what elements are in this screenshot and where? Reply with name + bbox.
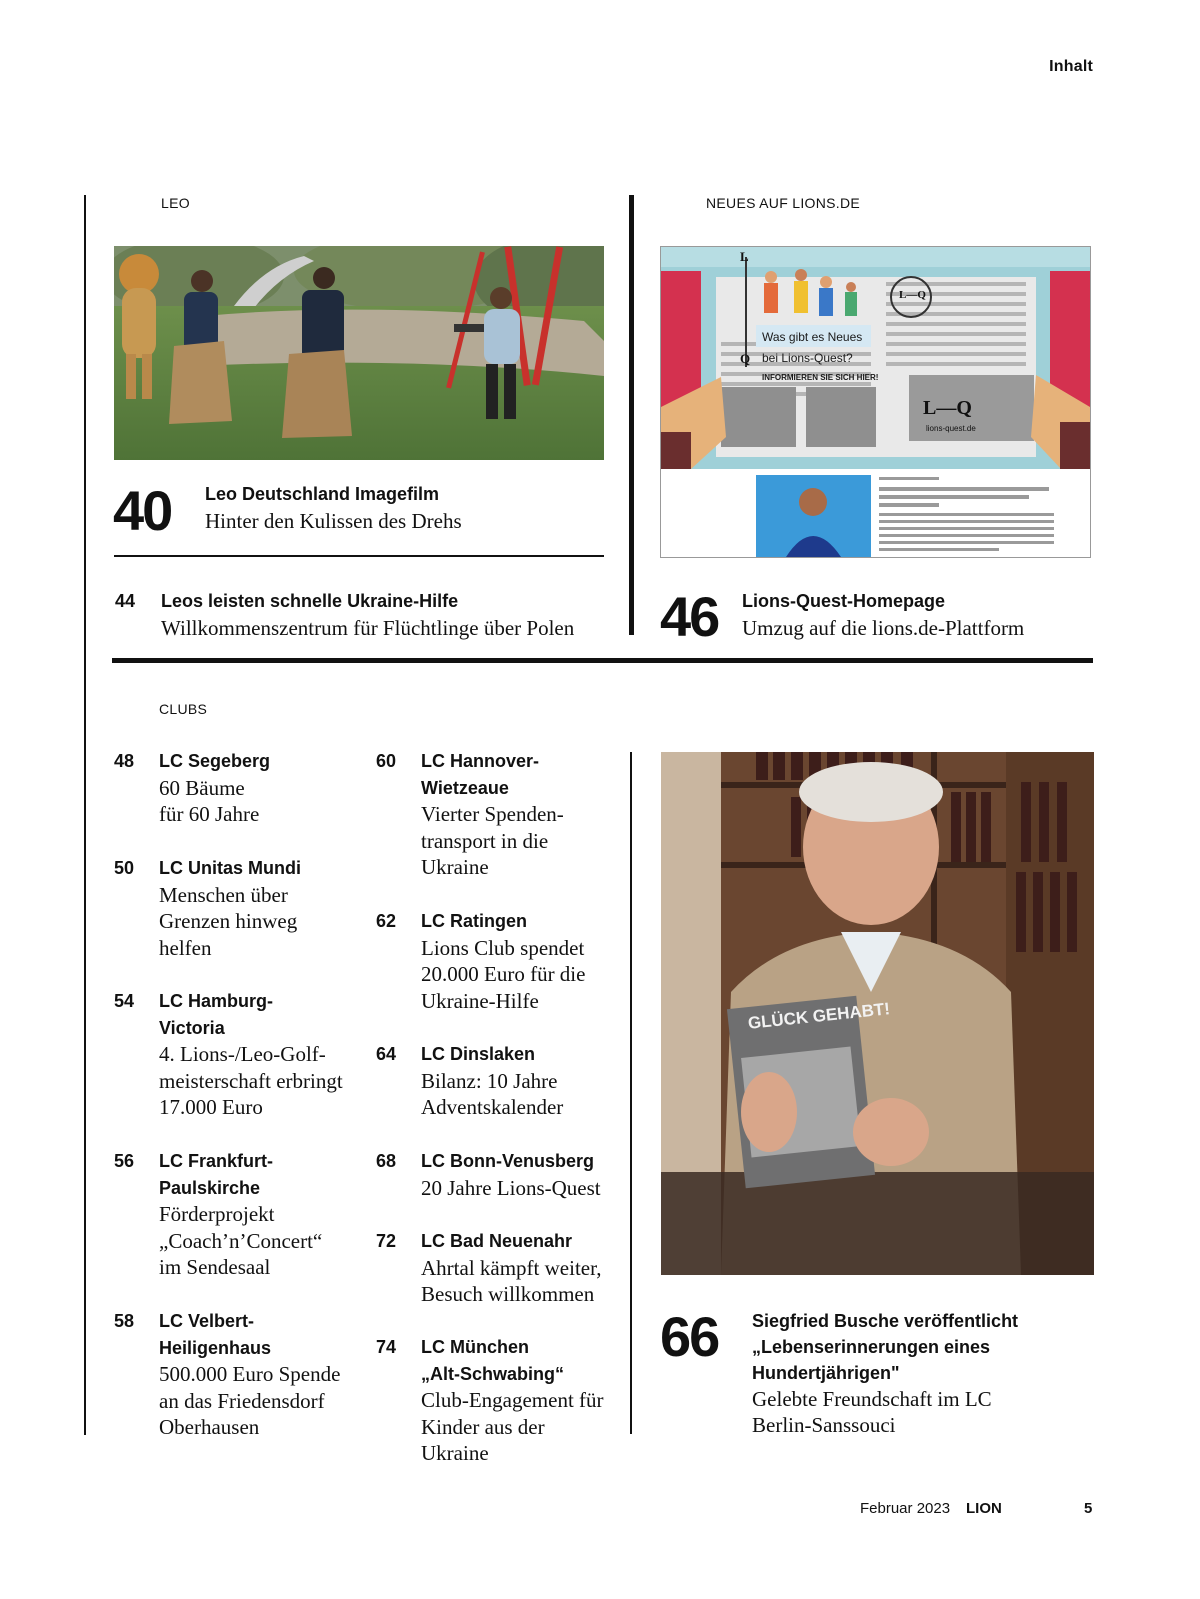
footer-magazine: LION bbox=[966, 1500, 1002, 1517]
club-entry-number: 72 bbox=[376, 1231, 397, 1251]
club-entry-subtitle: 17.000 Euro bbox=[159, 1095, 263, 1119]
leo-film-photo bbox=[114, 246, 604, 460]
club-entry-title: „Alt-Schwabing“ bbox=[421, 1363, 564, 1384]
club-entry-subtitle: 20 Jahre Lions-Quest bbox=[421, 1175, 601, 1200]
club-entry-subtitle: Vierter Spenden- bbox=[421, 802, 564, 826]
club-entry-subtitle: „Coach’n’Concert“ bbox=[159, 1228, 323, 1253]
club-entry-subtitle: für 60 Jahre bbox=[159, 802, 260, 826]
clubs-feature-text bbox=[752, 1308, 1082, 1438]
club-entry bbox=[421, 748, 611, 881]
lq-card-logo: L—Q bbox=[923, 397, 972, 419]
feature-title-line: Siegfried Busche veröffentlicht bbox=[752, 1311, 1019, 1331]
footer-page-number: 5 bbox=[1084, 1500, 1093, 1517]
club-entry-subtitle: Lions Club spendet bbox=[421, 935, 585, 960]
club-entry bbox=[421, 1148, 611, 1201]
club-entry-title: LC Bad Neuenahr bbox=[421, 1231, 573, 1251]
club-entry-subtitle: Oberhausen bbox=[159, 1415, 260, 1439]
siegfried-busche-photo bbox=[661, 752, 1094, 1275]
lions-quest-screenshot bbox=[660, 246, 1091, 558]
leo-item-number: 44 bbox=[115, 591, 136, 611]
club-entry-number: 64 bbox=[376, 1044, 397, 1064]
neues-item-title: Lions-Quest-Homepage bbox=[742, 591, 946, 611]
club-entry-subtitle: Bilanz: 10 Jahre bbox=[421, 1068, 558, 1093]
club-entry bbox=[159, 988, 349, 1121]
book-title: GLÜCK GEHABT! bbox=[747, 999, 891, 1033]
club-entry bbox=[421, 908, 611, 1014]
club-entry-subtitle: im Sendesaal bbox=[159, 1255, 271, 1279]
club-entry-subtitle: Menschen über bbox=[159, 882, 288, 907]
leo-feature-number: 40 bbox=[113, 479, 172, 542]
neues-divider-rule bbox=[629, 195, 634, 635]
club-entry-subtitle: Club-Engagement für bbox=[421, 1388, 604, 1412]
club-entry bbox=[159, 1308, 349, 1441]
club-entry-title: Paulskirche bbox=[159, 1177, 261, 1198]
club-entry-subtitle: 500.000 Euro Spende bbox=[159, 1362, 341, 1386]
club-entry-subtitle: Adventskalender bbox=[421, 1095, 564, 1119]
club-entry-number: 50 bbox=[114, 858, 135, 878]
club-entry-title: Heiligenhaus bbox=[159, 1337, 272, 1358]
club-entry-title: LC Segeberg bbox=[159, 751, 271, 771]
neues-item-number: 46 bbox=[660, 585, 719, 648]
club-entry-subtitle: Ukraine bbox=[421, 855, 489, 879]
leo-item-title: Leos leisten schnelle Ukraine-Hilfe bbox=[161, 591, 459, 611]
club-entry-number: 56 bbox=[114, 1151, 135, 1171]
club-entry-subtitle: 4. Lions-/Leo-Golf- bbox=[159, 1042, 326, 1066]
leo-feature-subtitle: Hinter den Kulissen des Drehs bbox=[205, 509, 462, 533]
club-entry bbox=[159, 855, 349, 961]
lq-bubble-line1: Was gibt es Neues bbox=[762, 330, 863, 344]
club-entry-subtitle: transport in die bbox=[421, 828, 549, 853]
club-entry-subtitle: 60 Bäume bbox=[159, 775, 245, 800]
lq-cta: INFORMIEREN SIE SICH HIER! bbox=[762, 373, 879, 382]
lq-card-url: lions-quest.de bbox=[926, 424, 976, 433]
clubs-section-label: CLUBS bbox=[159, 701, 208, 717]
leo-left-rule bbox=[84, 195, 86, 1435]
club-entry bbox=[421, 1228, 611, 1308]
section-divider-thick bbox=[112, 658, 1093, 663]
leo-divider bbox=[114, 555, 604, 557]
neues-item-subtitle: Umzug auf die lions.de-Plattform bbox=[742, 616, 1025, 640]
club-entry-number: 48 bbox=[114, 751, 135, 771]
club-entry-subtitle: Ukraine-Hilfe bbox=[421, 988, 539, 1013]
club-entry-number: 68 bbox=[376, 1151, 397, 1171]
club-entry-subtitle: helfen bbox=[159, 935, 212, 960]
club-entry-title: LC Velbert- bbox=[159, 1311, 255, 1331]
section-header: Inhalt bbox=[1049, 58, 1093, 75]
club-entry bbox=[421, 1041, 611, 1121]
club-entry-number: 60 bbox=[376, 751, 397, 771]
feature-title-line: Hundertjährigen" bbox=[752, 1363, 900, 1383]
club-entry-number: 62 bbox=[376, 911, 397, 931]
club-entry-title: LC Ratingen bbox=[421, 911, 527, 931]
club-entry-subtitle: an das Friedensdorf bbox=[159, 1388, 325, 1413]
feature-subtitle-line: Gelebte Freundschaft im LC bbox=[752, 1387, 992, 1411]
club-entry-title: LC Hamburg- bbox=[159, 991, 273, 1011]
club-entry-title: LC Dinslaken bbox=[421, 1044, 536, 1064]
lq-logo-q: Q bbox=[740, 351, 751, 366]
club-entry-title: Victoria bbox=[159, 1017, 225, 1038]
clubs-feature-number: 66 bbox=[660, 1305, 719, 1368]
club-entry-subtitle: 20.000 Euro für die bbox=[421, 962, 586, 986]
club-entry-title: LC Frankfurt- bbox=[159, 1151, 273, 1171]
club-entry-subtitle: Förderprojekt bbox=[159, 1202, 275, 1226]
neues-section-label: NEUES AUF LIONS.DE bbox=[706, 195, 860, 211]
club-entry-subtitle: Kinder aus der Ukraine bbox=[421, 1414, 545, 1465]
club-entry-number: 54 bbox=[114, 991, 135, 1011]
club-entry-subtitle: Besuch willkommen bbox=[421, 1282, 595, 1306]
club-entry-title: LC München bbox=[421, 1337, 529, 1357]
lq-badge: L—Q bbox=[899, 289, 926, 301]
club-entry-title: Wietzeaue bbox=[421, 777, 509, 798]
club-entry bbox=[159, 1148, 349, 1281]
leo-item-subtitle: Willkommenszentrum für Flüchtlinge über Polen bbox=[161, 616, 575, 640]
club-entry bbox=[421, 1334, 611, 1467]
feature-subtitle-line: Berlin-Sanssouci bbox=[752, 1413, 896, 1437]
club-entry-title: LC Bonn-Venusberg bbox=[421, 1151, 595, 1171]
club-entry-subtitle: Ahrtal kämpft weiter, bbox=[421, 1255, 602, 1280]
club-entry-subtitle: Grenzen hinweg bbox=[159, 909, 298, 933]
club-entry bbox=[159, 748, 349, 828]
clubs-column-rule bbox=[630, 752, 632, 1434]
feature-title-line: „Lebenserinnerungen eines bbox=[752, 1337, 991, 1357]
lq-logo-l: L bbox=[740, 249, 749, 264]
leo-feature-title: Leo Deutschland Imagefilm bbox=[205, 484, 440, 504]
club-entry-title: LC Hannover- bbox=[421, 751, 540, 771]
leo-section-label: LEO bbox=[161, 195, 190, 211]
footer-date: Februar 2023 bbox=[860, 1500, 951, 1517]
lq-bubble-line2: bei Lions-Quest? bbox=[762, 351, 853, 365]
club-entry-title: LC Unitas Mundi bbox=[159, 858, 301, 878]
club-entry-number: 58 bbox=[114, 1311, 135, 1331]
club-entry-subtitle: meisterschaft erbringt bbox=[159, 1068, 343, 1093]
club-entry-number: 74 bbox=[376, 1337, 397, 1357]
